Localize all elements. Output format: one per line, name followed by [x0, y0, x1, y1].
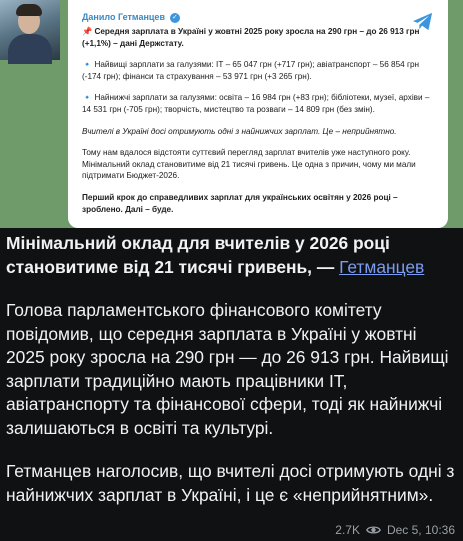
quoted-line-budget: Тому нам вдалося відстояти суттєвий перегляд зарплат вчителів уже наступного року. Мінімальний оклад становитиме від 21 тисячі гривень. Це одна з причин, чому ми мали підтримати Бюджет-2026. — [82, 148, 416, 181]
quoted-message — [68, 0, 448, 228]
quoted-author-name: Данило Гетманцев — [82, 12, 165, 23]
view-count: 2.7K — [335, 523, 360, 537]
post-title — [6, 232, 458, 279]
author-photo — [0, 0, 60, 60]
message-meta — [335, 523, 455, 537]
author-link[interactable]: Гетманцев — [339, 256, 425, 277]
quoted-line-salary: 📌 Середня зарплата в Україні у жовтні 2025 року зросла на 290 грн – до 26 913 грн (+1,1%) – дані Держстату. — [82, 27, 420, 48]
post-title-text: Мінімальний оклад для вчителів у 2026 році становитиме від 21 тисячі гривень, — — [6, 233, 390, 277]
telegram-icon — [412, 12, 434, 32]
post-text — [6, 232, 458, 507]
post-paragraph-1: Голова парламентського фінансового комітету повідомив, що середня зарплата в Україні у жовтні 2025 року зросла на 290 грн — до 26 913 грн. Найвищі зарплати традиційно мають працівники IT, авіатранспорту та фінансової сфери, тоді як найнижчі залишаються в освіті та культурі. — [6, 300, 449, 438]
quoted-line-first-step: Перший крок до справедливих зарплат для українських освітян у 2026 році – зроблено. Далі – буде. — [82, 192, 398, 214]
eye-icon — [366, 525, 381, 535]
quoted-line-lowest: 🔹 Найнижчі зарплати за галузями: освіта – 16 984 грн (+83 грн); бібліотеки, музеї, архіви – 14 531 грн (-705 грн); творчість, мистецтво та розваги – 14 809 грн (без змін). — [82, 93, 430, 114]
quoted-line-teachers: Вчителі в Україні досі отримують одні з найнижчих зарплат. Це – неприйнятно. — [82, 126, 397, 136]
message-timestamp: Dec 5, 10:36 — [386, 523, 455, 537]
post-paragraph-2: Гетманцев наголосив, що вчителі досі отримують одні з найнижчих зарплат в Україні, і це є «неприйнятним». — [6, 461, 455, 505]
post-image[interactable] — [0, 0, 463, 228]
quoted-line-highest: 🔹 Найвищі зарплати за галузями: ІТ – 65 047 грн (+717 грн); авіатранспорт – 56 854 грн (-174 грн); фінанси та страхування – 53 971 грн (+3 265 грн). — [82, 60, 420, 81]
verified-icon: ✓ — [170, 13, 180, 23]
